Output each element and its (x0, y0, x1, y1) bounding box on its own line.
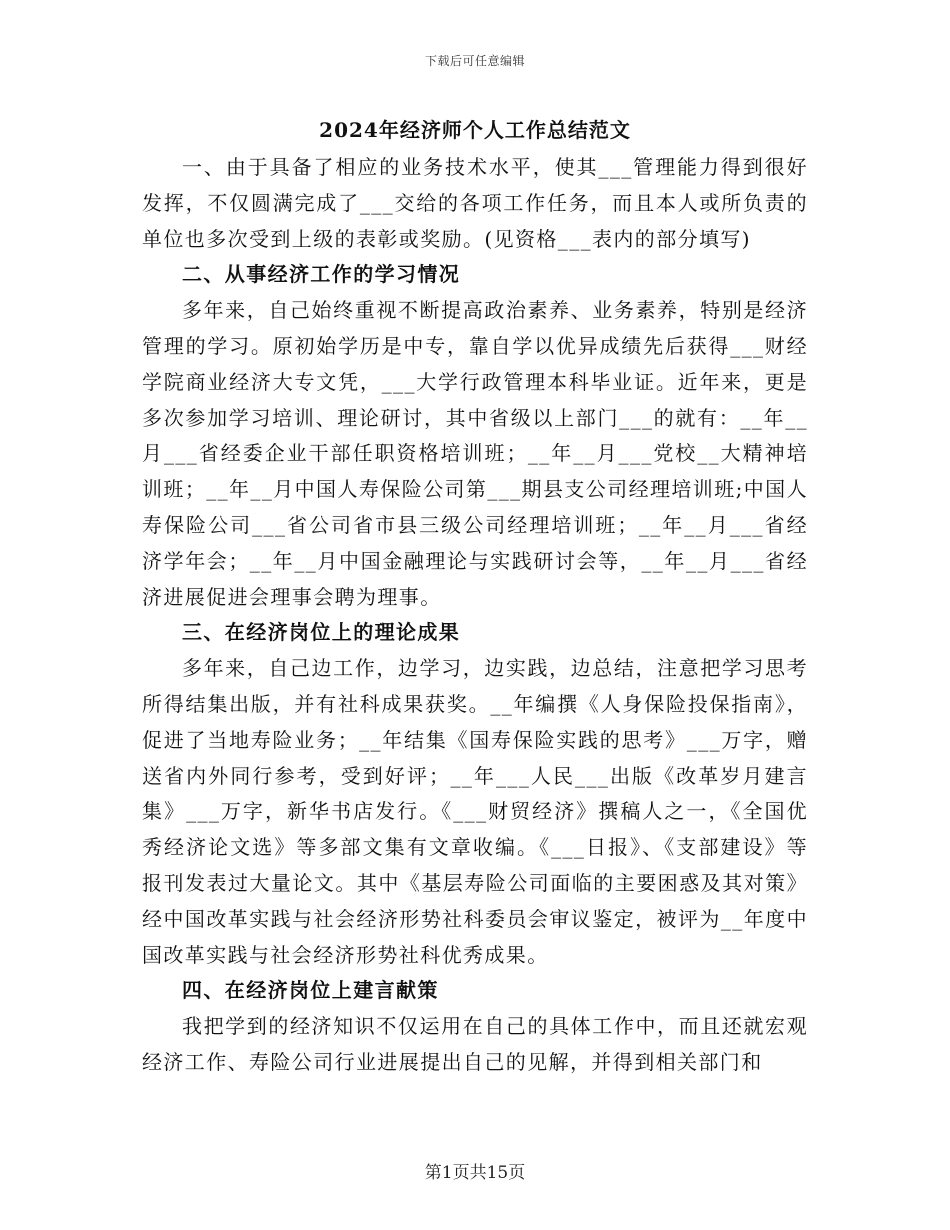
page-footer: 第1页共15页 (424, 1163, 526, 1183)
heading-section-2: 二、从事经济工作的学习情况 (182, 262, 461, 287)
document-title: 2024年经济师个人工作总结范文 (319, 118, 631, 142)
header-note: 下载后可任意编辑 (424, 54, 525, 68)
document-body (142, 150, 808, 1081)
paragraph-section-3: 多年来，自己边工作，边学习，边实践，边总结，注意把学习思考所得结集出版，并有社科成果获奖。__年编撰《人身保险投保指南》，促进了当地寿险业务；__年结集《国寿保险实践的思考》___万字，赠送省内外同行参考，受到好评；__年___人民___出版《改革岁月建言集》___万字，新华书店发行。《___财贸经济》撰稿人之一，《全国优秀经济论文选》等多部文集有文章收编。《___日报》、《支部建设》等报刊发表过大量论文。其中《基层寿险公司面临的主要困惑及其对策》经中国改革实践与社会经济形势社科委员会审议鉴定，被评为__年度中国改革实践与社会经济形势社科优秀成果。 (142, 656, 808, 967)
heading-section-4: 四、在经济岗位上建言献策 (182, 978, 439, 1003)
heading-section-3: 三、在经济岗位上的理论成果 (182, 620, 461, 645)
paragraph-section-1: 一、由于具备了相应的业务技术水平，使其___管理能力得到很好发挥，不仅圆满完成了___交给的各项工作任务，而且本人或所负责的单位也多次受到上级的表彰或奖励。(见资格___表内的部分填写) (142, 155, 808, 251)
paragraph-section-2: 多年来，自己始终重视不断提高政治素养、业务素养，特别是经济管理的学习。原初始学历是中专，靠自学以优异成绩先后获得___财经学院商业经济大专文凭，___大学行政管理本科毕业证。近年来，更是多次参加学习培训、理论研讨，其中省级以上部门___的就有：__年__月___省经委企业干部任职资格培训班；__年__月___党校__大精神培训班；__年__月中国人寿保险公司第___期县支公司经理培训班;中国人寿保险公司___省公司省市县三级公司经理培训班；__年__月___省经济学年会；__年__月中国金融理论与实践研讨会等，__年__月___省经济进展促进会理事会聘为理事。 (142, 298, 808, 609)
paragraph-section-4: 我把学到的经济知识不仅运用在自己的具体工作中，而且还就宏观经济工作、寿险公司行业进展提出自己的见解，并得到相关部门和 (142, 1014, 808, 1074)
